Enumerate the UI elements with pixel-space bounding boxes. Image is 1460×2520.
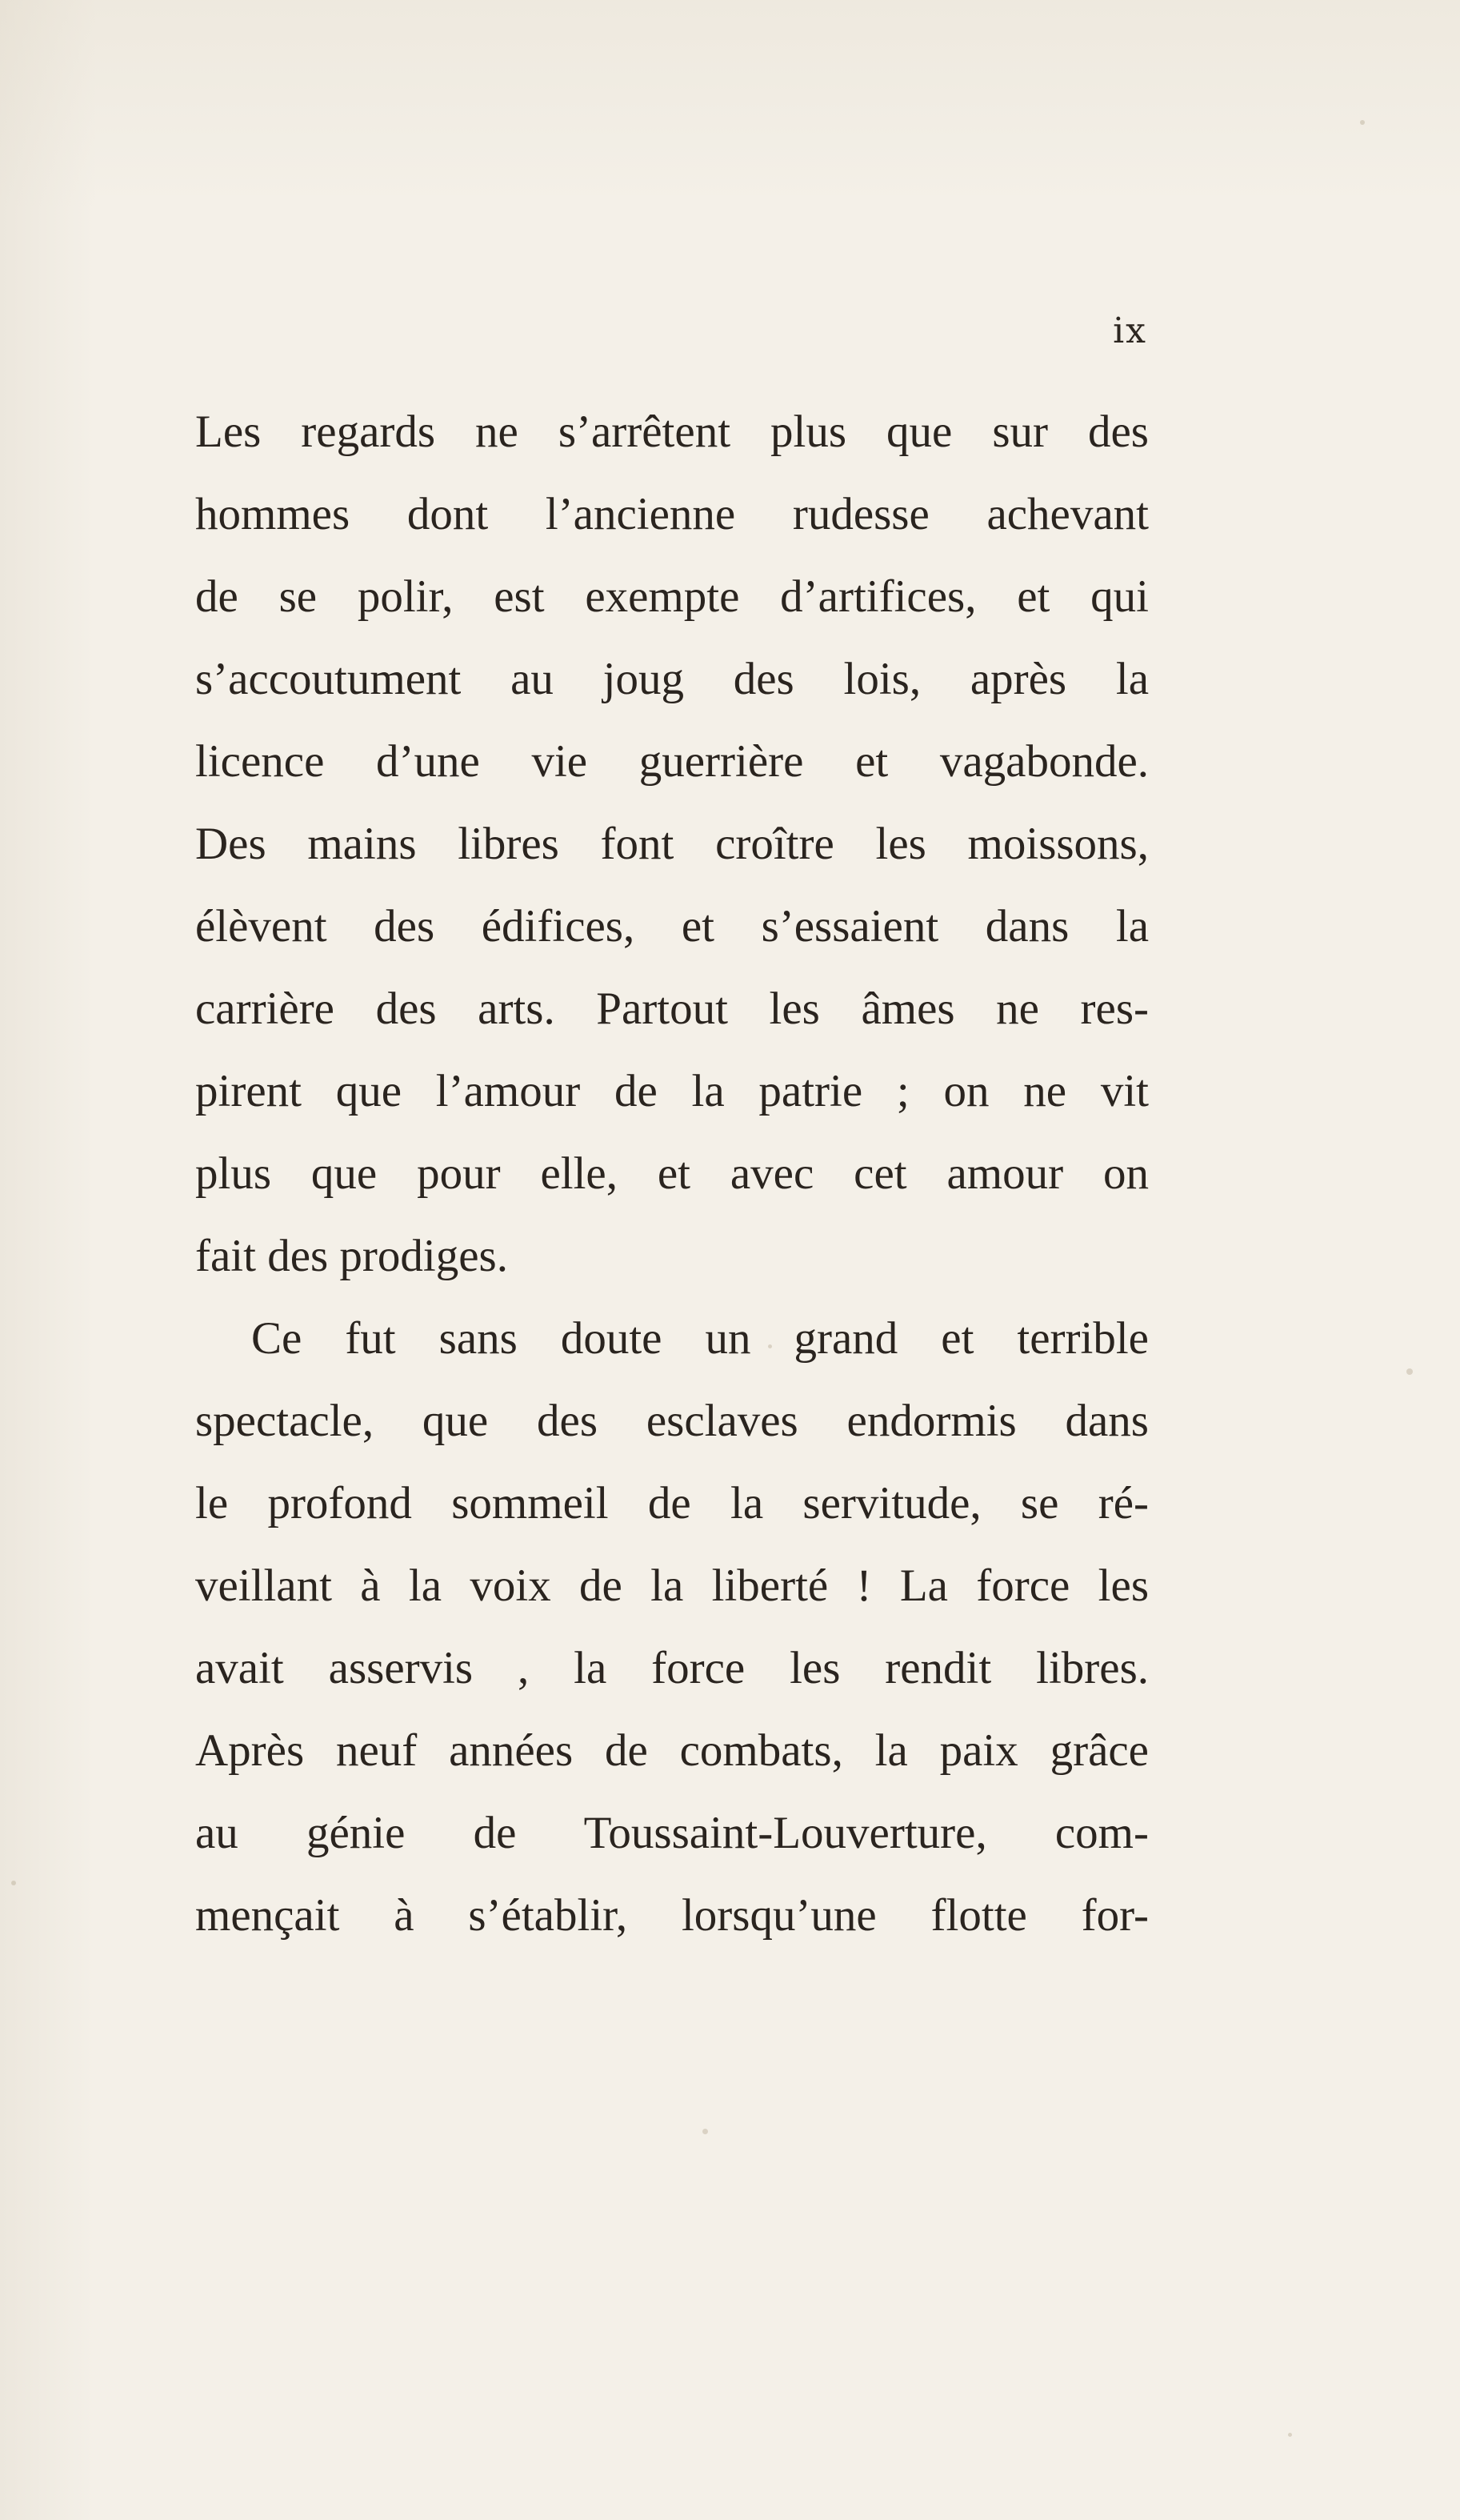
foxing-spot xyxy=(1360,120,1365,125)
paper-toning-top xyxy=(0,0,1460,208)
text-line: carrière des arts. Partout les âmes ne res- xyxy=(195,984,1149,1034)
text-line: hommes dont l’ancienne rudesse achevant xyxy=(195,489,1149,539)
text-line: au génie de Toussaint-Louverture, com- xyxy=(195,1808,1149,1858)
foxing-spot xyxy=(1288,2433,1292,2437)
text-line: Ce fut sans doute un grand et terrible xyxy=(251,1313,1149,1364)
text-line: licence d’une vie guerrière et vagabonde. xyxy=(195,736,1149,787)
text-line: pirent que l’amour de la patrie ; on ne vit xyxy=(195,1066,1149,1116)
text-line: Les regards ne s’arrêtent plus que sur des xyxy=(195,407,1149,457)
text-line: élèvent des édifices, et s’essaient dans la xyxy=(195,901,1149,952)
text-line: de se polir, est exempte d’artifices, et qui xyxy=(195,571,1149,622)
text-line: mençait à s’établir, lorsqu’une flotte for- xyxy=(195,1890,1149,1941)
text-line: fait des prodiges. xyxy=(195,1231,508,1281)
text-line: le profond sommeil de la servitude, se ré- xyxy=(195,1478,1149,1528)
text-line: plus que pour elle, et avec cet amour on xyxy=(195,1148,1149,1199)
page-number: ix xyxy=(1113,310,1147,351)
foxing-spot xyxy=(11,1881,16,1885)
text-line: spectacle, que des esclaves endormis dans xyxy=(195,1396,1149,1446)
text-line: Après neuf années de combats, la paix grâce xyxy=(195,1725,1149,1776)
body-text xyxy=(195,391,1149,1957)
text-line: avait asservis , la force les rendit libres. xyxy=(195,1643,1149,1693)
text-line: veillant à la voix de la liberté ! La force les xyxy=(195,1560,1149,1611)
foxing-spot xyxy=(702,2129,708,2134)
foxing-spot xyxy=(1406,1368,1413,1375)
paper-toning-left xyxy=(0,0,96,2520)
text-line: Des mains libres font croître les moissons, xyxy=(195,819,1149,869)
text-line: s’accoutument au joug des lois, après la xyxy=(195,654,1149,704)
